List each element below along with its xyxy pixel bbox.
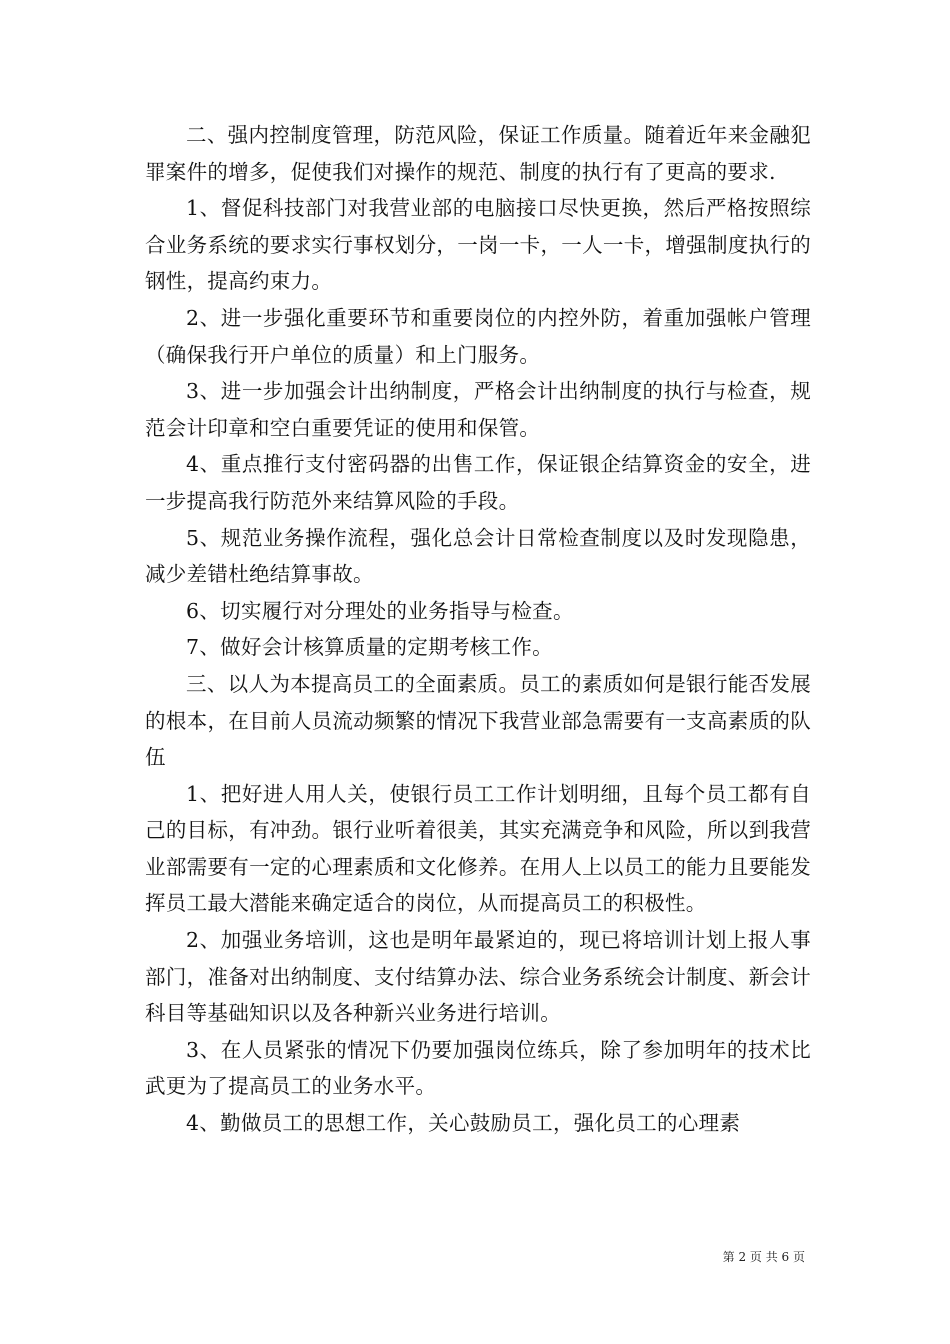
paragraph-item-2: 2、进一步强化重要环节和重要岗位的内控外防，着重加强帐户管理（确保我行开户单位的质量）和上门服务。 — [145, 305, 811, 367]
paragraph-staff-item-4: 4、勤做员工的思想工作，关心鼓励员工，强化员工的心理素 — [186, 1111, 741, 1136]
paragraph-item-4: 4、重点推行支付密码器的出售工作，保证银企结算资金的安全，进一步提高我行防范外来结算风险的手段。 — [145, 452, 811, 513]
paragraph-item-1: 1、督促科技部门对我营业部的电脑接口尽快更换，然后严格按照综合业务系统的要求实行事权划分，一岗一卡，一人一卡，增强制度执行的钢性，提高约束力。 — [145, 196, 811, 294]
page-number-footer: 第 2 页 共 6 页 — [722, 1250, 805, 1264]
paragraph-section-two-heading: 二、强内控制度管理，防范风险，保证工作质量。随着近年来金融犯罪案件的增多，促使我们对操作的规范、制度的执行有了更高的要求. — [145, 123, 811, 184]
paragraph-staff-item-1: 1、把好进人用人关，使银行员工工作计划明细，且每个员工都有自己的目标，有冲劲。银行业听着很美，其实充满竞争和风险，所以到我营业部需要有一定的心理素质和文化修养。在用人上以员工的能力且要能发挥员工最大潜能来确定适合的岗位，从而提高员工的积极性。 — [145, 781, 811, 916]
paragraph-item-3: 3、进一步加强会计出纳制度，严格会计出纳制度的执行与检查，规范会计印章和空白重要凭证的使用和保管。 — [145, 379, 811, 440]
paragraph-staff-item-3: 3、在人员紧张的情况下仍要加强岗位练兵，除了参加明年的技术比武更为了提高员工的业务水平。 — [145, 1037, 811, 1099]
paragraph-item-6: 6、切实履行对分理处的业务指导与检查。 — [186, 598, 574, 623]
paragraph-item-5: 5、规范业务操作流程，强化总会计日常检查制度以及时发现隐患，减少差错杜绝结算事故。 — [145, 525, 811, 587]
paragraph-section-three-heading: 三、以人为本提高员工的全面素质。员工的素质如何是银行能否发展的根本，在目前人员流动频繁的情况下我营业部急需要有一支高素质的队伍 — [145, 671, 811, 770]
paragraph-item-7: 7、做好会计核算质量的定期考核工作。 — [186, 635, 553, 660]
document-body — [145, 117, 811, 1142]
paragraph-staff-item-2: 2、加强业务培训，这也是明年最紧迫的，现已将培训计划上报人事部门，准备对出纳制度、支付结算办法、综合业务系统会计制度、新会计科目等基础知识以及各种新兴业务进行培训。 — [145, 928, 811, 1026]
